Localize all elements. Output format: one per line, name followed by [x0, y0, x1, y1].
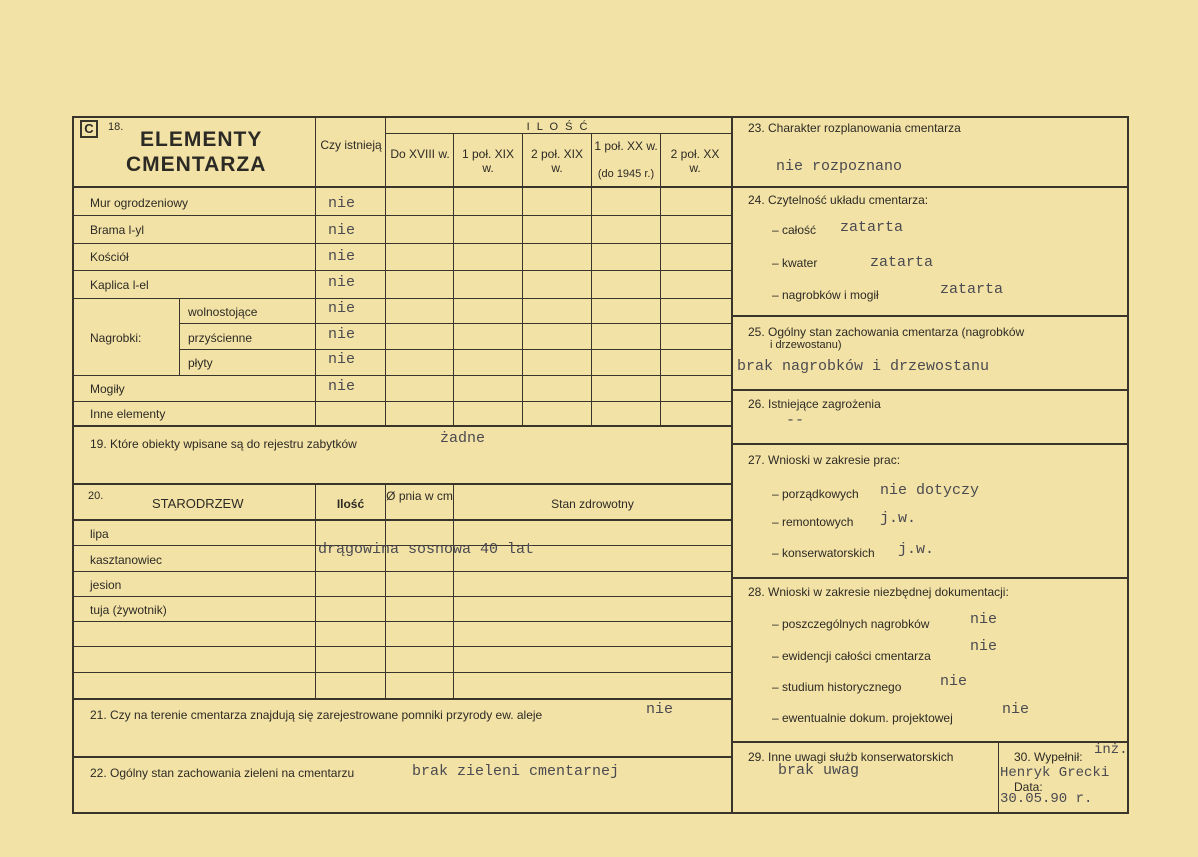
tree-lipa: lipa [90, 527, 109, 541]
q28-a-label: – poszczególnych nagrobków [772, 617, 930, 631]
vline [315, 118, 316, 426]
hline [74, 298, 731, 299]
q26-label: 26. Istniejące zagrożenia [748, 397, 881, 411]
q25-label-line2: i drzewostanu) [770, 339, 842, 351]
q20-number: 20. [88, 490, 104, 502]
hline [74, 698, 731, 700]
q28-b-label: – ewidencji całości cmentarza [772, 649, 931, 663]
vline [453, 134, 454, 426]
q19-value: żadne [440, 430, 486, 447]
row-label-plyty: płyty [188, 356, 213, 370]
q30-name: Henryk Grecki [1000, 765, 1110, 781]
row-value-przyscienne: nie [328, 326, 356, 343]
q24-b-label: – kwater [772, 256, 818, 270]
col-2pol-xix: 2 poł. XIX w. [530, 147, 584, 175]
hline [733, 577, 1127, 579]
q25-value: brak nagrobków i drzewostanu [737, 358, 990, 375]
vline [998, 743, 999, 813]
q20-col-stan: Stan zdrowotny [551, 497, 634, 511]
q28-c-value: nie [940, 673, 968, 690]
hline [74, 621, 731, 622]
row-label-kosciol: Kościół [90, 250, 129, 264]
tree-tuja: tuja (żywotnik) [90, 603, 167, 617]
q28-a-value: nie [970, 611, 998, 628]
q30-label: 30. Wypełnił: [1014, 750, 1083, 764]
q20-title: STARODRZEW [152, 496, 244, 511]
q24-c-label: – nagrobków i mogił [772, 288, 879, 302]
section-letter-box: C [80, 120, 98, 138]
q29-label: 29. Inne uwagi służb konserwatorskich [748, 750, 954, 764]
q24-b-value: zatarta [870, 254, 934, 271]
q24-c-value: zatarta [940, 281, 1004, 298]
tree-kasztanowiec: kasztanowiec [90, 553, 163, 567]
center-divider [731, 116, 733, 814]
hline [733, 389, 1127, 391]
q27-c-value: j.w. [898, 541, 935, 558]
hline [74, 571, 731, 572]
q20-note: drągowina sosnowa 40 lat [318, 541, 535, 558]
row-value-mur: nie [328, 195, 356, 212]
hline [74, 243, 731, 244]
hline [74, 483, 731, 485]
q27-c-label: – konserwatorskich [772, 546, 875, 560]
q28-b-value: nie [970, 638, 998, 655]
q22-value: brak zieleni cmentarnej [412, 763, 620, 780]
tree-jesion: jesion [90, 578, 122, 592]
section-number: 18. [108, 121, 124, 133]
q20-col-pnia: Ø pnia w cm [386, 489, 453, 503]
vline [385, 485, 386, 699]
hline [179, 349, 731, 350]
frame-bottom [72, 812, 1129, 814]
q27-b-value: j.w. [880, 510, 917, 527]
col-2pol-xx: 2 poł. XX w. [670, 147, 720, 175]
vline [179, 298, 180, 376]
row-label-mogily: Mogiły [90, 382, 125, 396]
col-1pol-xx-note: (do 1945 r.) [597, 168, 655, 180]
vline [315, 485, 316, 699]
hline [74, 672, 731, 673]
col-ilosc: I L O Ś Ć [526, 121, 590, 133]
q30-title: inż. [1094, 742, 1128, 758]
q27-a-value: nie dotyczy [880, 482, 980, 499]
q25-label-line1: 25. Ogólny stan zachowania cmentarza (nagrobków [748, 325, 1025, 339]
q21-value: nie [646, 701, 674, 718]
q23-label: 23. Charakter rozplanowania cmentarza [748, 121, 961, 135]
hline [733, 315, 1127, 317]
col-czy-istnieja: Czy istnieją [320, 138, 382, 152]
row-value-brama: nie [328, 222, 356, 239]
hline [74, 375, 731, 376]
vline [522, 134, 523, 426]
row-label-mur: Mur ogrodzeniowy [90, 196, 189, 210]
col-1pol-xix: 1 poł. XIX w. [461, 147, 515, 175]
row-label-wolnostojace: wolnostojące [188, 305, 258, 319]
row-value-kosciol: nie [328, 248, 356, 265]
row-value-plyty: nie [328, 351, 356, 368]
q20-col-ilosc: Ilość [336, 497, 365, 511]
row-value-wolnostojace: nie [328, 300, 356, 317]
hline [179, 323, 731, 324]
section-title-line1: ELEMENTY [140, 128, 263, 151]
q27-a-label: – porządkowych [772, 487, 859, 501]
q24-label: 24. Czytelność układu cmentarza: [748, 193, 929, 207]
row-label-nagrobki: Nagrobki: [90, 331, 142, 345]
q24-a-value: zatarta [840, 219, 904, 236]
row-label-brama: Brama l-yl [90, 223, 145, 237]
col-1pol-xx: 1 poł. XX w. [594, 139, 658, 153]
hline [74, 519, 731, 521]
hline [74, 646, 731, 647]
frame-left [72, 116, 74, 814]
col-do-xviii: Do XVIII w. [390, 147, 450, 161]
hline [74, 596, 731, 597]
q19-label: 19. Które obiekty wpisane są do rejestru zabytków [90, 437, 357, 451]
q27-label: 27. Wnioski w zakresie prac: [748, 453, 901, 467]
frame-right [1127, 116, 1129, 814]
q22-label: 22. Ogólny stan zachowania zieleni na cmentarzu [90, 766, 355, 780]
vline [385, 118, 386, 426]
hline [74, 425, 731, 427]
q24-a-label: – całość [772, 223, 817, 237]
hline [74, 186, 731, 188]
row-label-przyscienne: przyścienne [188, 331, 253, 345]
q28-c-label: – studium historycznego [772, 680, 902, 694]
q28-d-value: nie [1002, 701, 1030, 718]
section-title-line2: CMENTARZA [126, 153, 267, 176]
row-value-mogily: nie [328, 378, 356, 395]
hline [74, 756, 731, 758]
row-label-kaplica: Kaplica l-el [90, 278, 149, 292]
hline [74, 401, 731, 402]
q26-value: -- [786, 412, 805, 429]
q23-value: nie rozpoznano [776, 158, 903, 175]
q29-value: brak uwag [778, 762, 860, 779]
hline [74, 215, 731, 216]
vline [453, 485, 454, 699]
row-label-inne: Inne elementy [90, 407, 166, 421]
hline [733, 741, 1127, 743]
q28-d-label: – ewentualnie dokum. projektowej [772, 711, 953, 725]
hline [74, 270, 731, 271]
hline [733, 443, 1127, 445]
q27-b-label: – remontowych [772, 515, 854, 529]
row-value-kaplica: nie [328, 274, 356, 291]
q28-label: 28. Wnioski w zakresie niezbędnej dokumentacji: [748, 585, 1009, 599]
q30-data-label: Data: [1014, 780, 1043, 794]
q30-date: 30.05.90 r. [1000, 791, 1093, 807]
hline [733, 186, 1127, 188]
frame-top [72, 116, 1129, 118]
q21-label: 21. Czy na terenie cmentarza znajdują się zarejestrowane pomniki przyrody ew. aleje [90, 708, 543, 722]
